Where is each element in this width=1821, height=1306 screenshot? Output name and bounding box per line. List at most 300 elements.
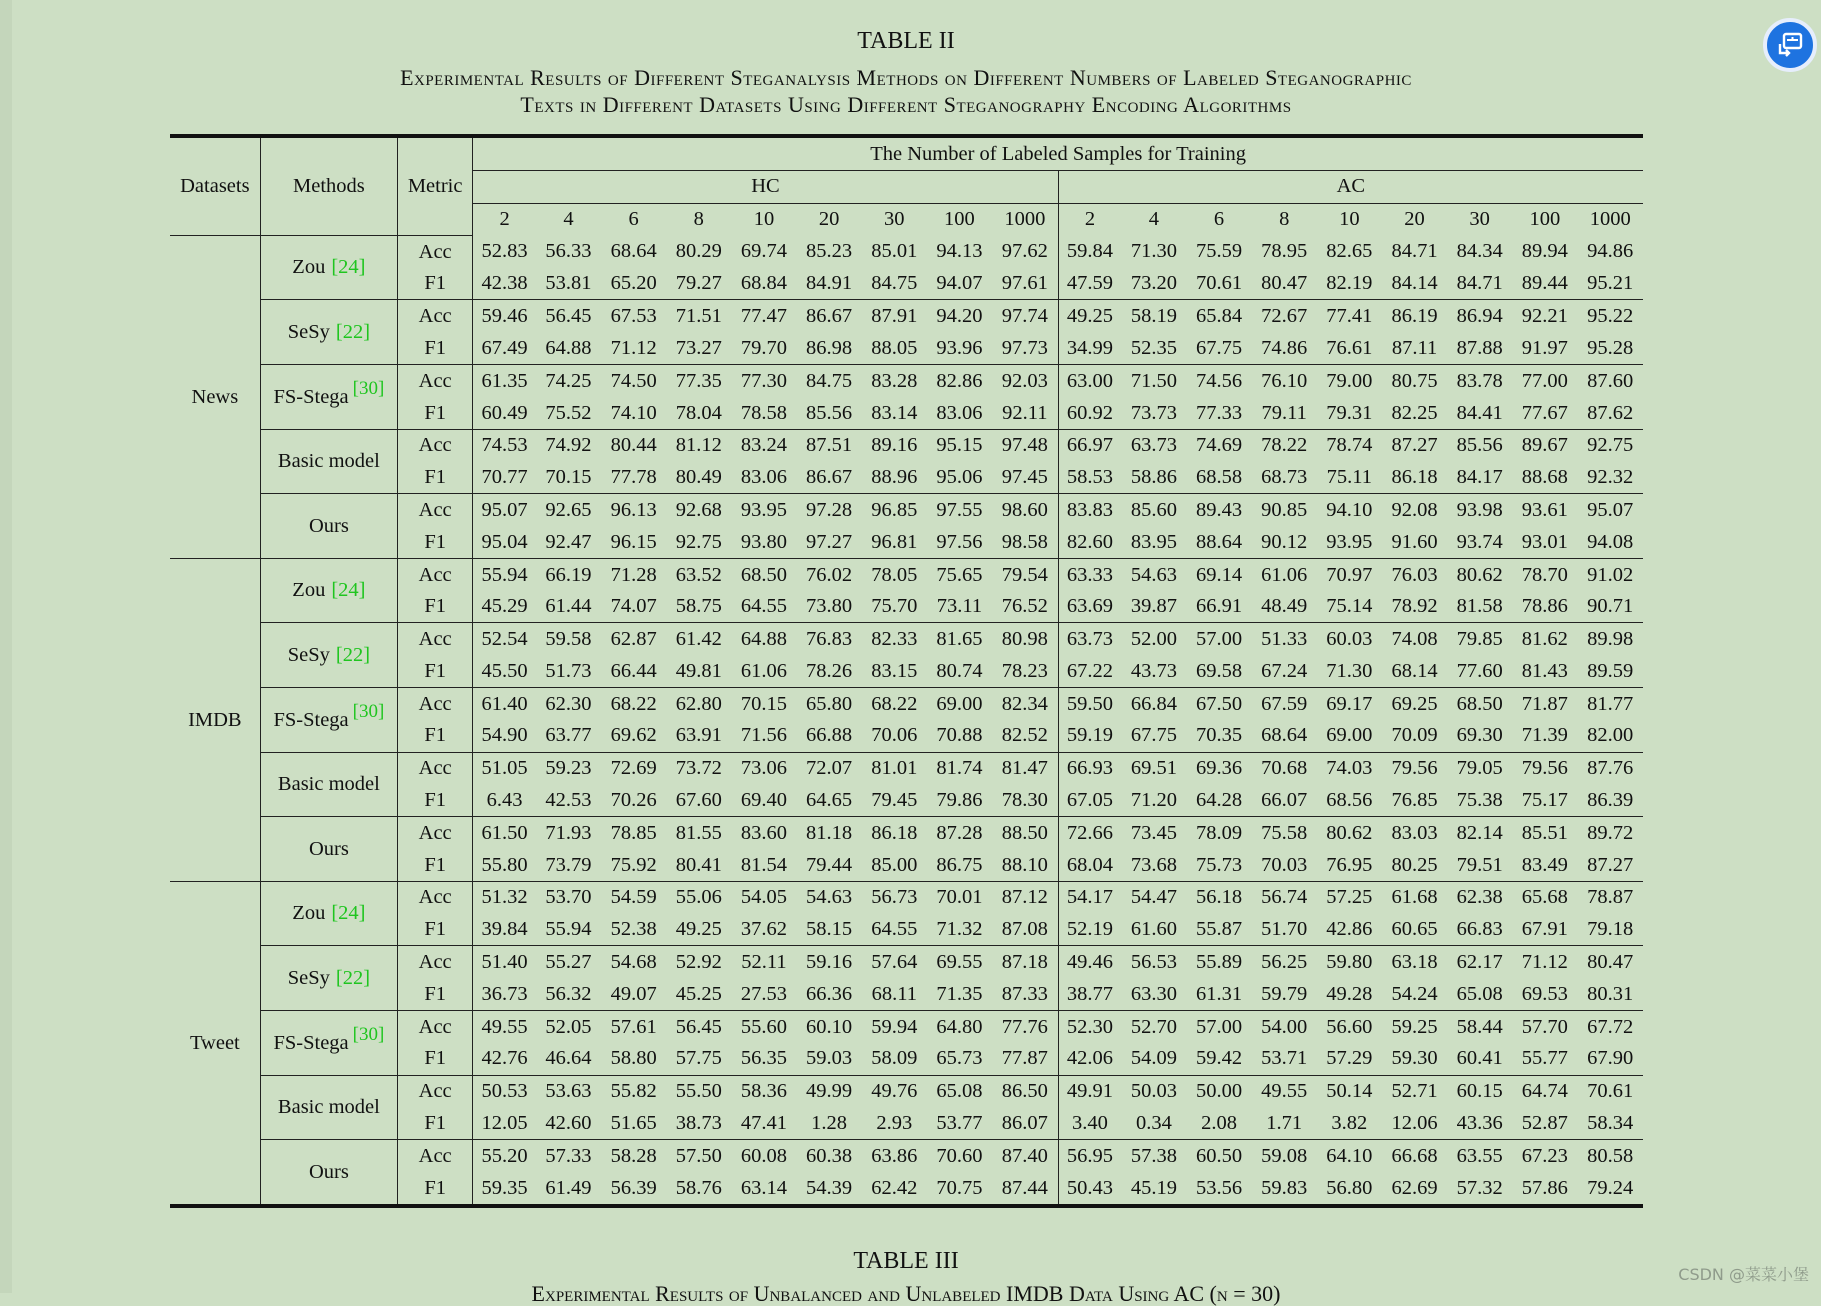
header-count-ac-2: 2 bbox=[1084, 208, 1096, 231]
value-cell: 71.39 bbox=[1512, 720, 1577, 752]
header-count-ac-6: 6 bbox=[1213, 208, 1225, 231]
results-table-wrapper bbox=[170, 134, 1643, 1208]
value-cell: 93.95 bbox=[740, 498, 788, 521]
value-cell: 67.90 bbox=[1577, 1043, 1643, 1075]
method-name: SeSy bbox=[287, 966, 330, 989]
value-cell: 78.87 bbox=[1587, 886, 1634, 909]
value-cell: 52.00 bbox=[1130, 628, 1177, 651]
value-cell: 77.00 bbox=[1521, 369, 1568, 392]
value-cell: 70.60 bbox=[936, 1144, 983, 1167]
value-cell: 94.07 bbox=[927, 268, 992, 300]
value-cell: 87.11 bbox=[1382, 332, 1447, 364]
value-cell: 94.10 bbox=[1326, 498, 1373, 521]
value-cell: 67.23 bbox=[1521, 1144, 1568, 1167]
value-cell: 60.92 bbox=[1058, 397, 1121, 429]
value-cell: 85.51 bbox=[1521, 821, 1568, 844]
page-margin bbox=[0, 0, 12, 1293]
table-title: TABLE II bbox=[857, 28, 955, 54]
value-cell: 70.75 bbox=[936, 1176, 983, 1199]
value-cell: 71.93 bbox=[545, 821, 592, 844]
value-cell: 97.45 bbox=[992, 461, 1058, 493]
value-cell: 86.94 bbox=[1456, 305, 1503, 328]
value-cell: 77.35 bbox=[675, 369, 722, 392]
metric-cell: F1 bbox=[398, 591, 473, 623]
value-cell: 73.06 bbox=[740, 757, 788, 780]
value-cell: 81.65 bbox=[936, 628, 983, 651]
value-cell: 2.93 bbox=[862, 1107, 927, 1139]
value-cell: 52.05 bbox=[545, 1015, 592, 1038]
value-cell: 74.03 bbox=[1326, 757, 1373, 780]
value-cell: 54.68 bbox=[610, 951, 657, 974]
table-row bbox=[170, 365, 1643, 397]
value-cell: 98.58 bbox=[992, 526, 1058, 558]
value-cell: 50.00 bbox=[1195, 1080, 1243, 1103]
value-cell: 62.17 bbox=[1456, 951, 1503, 974]
value-cell: 59.16 bbox=[806, 951, 853, 974]
value-cell: 92.68 bbox=[675, 498, 722, 521]
header-count-ac-30: 30 bbox=[1469, 208, 1490, 231]
value-cell: 85.60 bbox=[1130, 498, 1177, 521]
value-cell: 92.32 bbox=[1577, 461, 1643, 493]
value-cell: 92.65 bbox=[545, 498, 592, 521]
value-cell: 74.56 bbox=[1195, 369, 1243, 392]
value-cell: 56.80 bbox=[1326, 1176, 1373, 1199]
value-cell: 79.54 bbox=[992, 558, 1058, 590]
method-cell bbox=[260, 1011, 397, 1076]
value-cell: 56.18 bbox=[1195, 886, 1243, 909]
value-cell: 62.69 bbox=[1391, 1176, 1438, 1199]
value-cell: 56.53 bbox=[1130, 951, 1177, 974]
value-cell: 61.40 bbox=[481, 692, 528, 715]
method-name: FS-Stega bbox=[273, 1031, 349, 1054]
value-cell: 53.70 bbox=[545, 886, 592, 909]
value-cell: 36.73 bbox=[473, 978, 536, 1010]
value-cell: 53.81 bbox=[536, 268, 601, 300]
header-count-ac-100: 100 bbox=[1529, 208, 1561, 231]
value-cell: 74.08 bbox=[1391, 628, 1438, 651]
value-cell: 58.76 bbox=[675, 1176, 722, 1199]
value-cell: 88.64 bbox=[1186, 526, 1251, 558]
value-cell: 64.74 bbox=[1521, 1080, 1568, 1103]
value-cell: 80.47 bbox=[1252, 268, 1317, 300]
value-cell: 54.05 bbox=[740, 886, 788, 909]
value-cell: 92.47 bbox=[536, 526, 601, 558]
value-cell: 76.95 bbox=[1317, 849, 1382, 881]
value-cell: 90.71 bbox=[1577, 591, 1643, 623]
metric-cell: F1 bbox=[398, 784, 473, 816]
value-cell: 71.20 bbox=[1121, 784, 1186, 816]
value-cell: 65.08 bbox=[936, 1080, 983, 1103]
value-cell: 60.03 bbox=[1326, 628, 1373, 651]
value-cell: 55.06 bbox=[675, 886, 722, 909]
value-cell: 53.63 bbox=[545, 1080, 592, 1103]
value-cell: 57.32 bbox=[1456, 1176, 1503, 1199]
value-cell: 59.03 bbox=[797, 1043, 862, 1075]
value-cell: 54.00 bbox=[1261, 1015, 1308, 1038]
value-cell: 87.88 bbox=[1447, 332, 1512, 364]
value-cell: 54.24 bbox=[1382, 978, 1447, 1010]
value-cell: 79.24 bbox=[1587, 1176, 1634, 1199]
value-cell: 92.75 bbox=[666, 526, 731, 558]
value-cell: 69.40 bbox=[731, 784, 796, 816]
value-cell: 71.28 bbox=[610, 563, 657, 586]
header-count-ac-20: 20 bbox=[1404, 208, 1425, 231]
value-cell: 72.69 bbox=[610, 757, 657, 780]
metric-cell: Acc bbox=[398, 752, 473, 784]
method-cell bbox=[260, 946, 397, 1011]
value-cell: 80.25 bbox=[1382, 849, 1447, 881]
value-cell: 59.50 bbox=[1066, 692, 1114, 715]
value-cell: 47.59 bbox=[1058, 268, 1121, 300]
value-cell: 70.09 bbox=[1382, 720, 1447, 752]
value-cell: 86.18 bbox=[1382, 461, 1447, 493]
value-cell: 91.02 bbox=[1587, 563, 1634, 586]
value-cell: 93.74 bbox=[1447, 526, 1512, 558]
value-cell: 95.07 bbox=[1587, 498, 1634, 521]
method-name: Basic model bbox=[277, 450, 380, 473]
value-cell: 87.60 bbox=[1587, 369, 1634, 392]
value-cell: 49.91 bbox=[1066, 1080, 1114, 1103]
value-cell: 53.77 bbox=[927, 1107, 992, 1139]
value-cell: 56.45 bbox=[545, 305, 592, 328]
metric-cell: Acc bbox=[398, 558, 473, 590]
value-cell: 77.60 bbox=[1447, 655, 1512, 687]
value-cell: 94.13 bbox=[936, 240, 983, 263]
value-cell: 55.77 bbox=[1512, 1043, 1577, 1075]
metric-cell: Acc bbox=[398, 494, 473, 526]
value-cell: 74.92 bbox=[545, 434, 592, 457]
header-count-hc-30: 30 bbox=[884, 208, 905, 231]
value-cell: 52.11 bbox=[741, 951, 787, 974]
value-cell: 89.43 bbox=[1195, 498, 1243, 521]
value-cell: 83.24 bbox=[740, 434, 788, 457]
value-cell: 82.19 bbox=[1317, 268, 1382, 300]
value-cell: 80.74 bbox=[927, 655, 992, 687]
next-table-title: TABLE III bbox=[853, 1248, 959, 1274]
value-cell: 81.43 bbox=[1512, 655, 1577, 687]
value-cell: 82.14 bbox=[1456, 821, 1503, 844]
table-row bbox=[170, 623, 1643, 655]
value-cell: 85.23 bbox=[806, 240, 853, 263]
value-cell: 94.20 bbox=[936, 305, 983, 328]
value-cell: 69.36 bbox=[1195, 757, 1243, 780]
value-cell: 57.00 bbox=[1195, 1015, 1243, 1038]
value-cell: 64.55 bbox=[862, 914, 927, 946]
value-cell: 78.23 bbox=[992, 655, 1058, 687]
value-cell: 58.75 bbox=[666, 591, 731, 623]
value-cell: 65.68 bbox=[1521, 886, 1568, 909]
value-cell: 64.65 bbox=[797, 784, 862, 816]
value-cell: 67.59 bbox=[1261, 692, 1308, 715]
value-cell: 86.67 bbox=[806, 305, 853, 328]
value-cell: 86.39 bbox=[1577, 784, 1643, 816]
value-cell: 69.30 bbox=[1447, 720, 1512, 752]
metric-cell: Acc bbox=[398, 429, 473, 461]
value-cell: 69.62 bbox=[601, 720, 666, 752]
value-cell: 58.86 bbox=[1121, 461, 1186, 493]
value-cell: 6.43 bbox=[473, 784, 536, 816]
value-cell: 54.63 bbox=[806, 886, 853, 909]
value-cell: 51.40 bbox=[481, 951, 528, 974]
value-cell: 59.80 bbox=[1326, 951, 1373, 974]
value-cell: 61.50 bbox=[481, 821, 528, 844]
method-name: FS-Stega bbox=[273, 708, 349, 731]
value-cell: 39.84 bbox=[473, 914, 536, 946]
value-cell: 89.59 bbox=[1577, 655, 1643, 687]
header-count-ac-1000: 1000 bbox=[1589, 208, 1631, 231]
header-datasets: Datasets bbox=[170, 136, 260, 235]
header-count-ac-10: 10 bbox=[1339, 208, 1360, 231]
value-cell: 89.16 bbox=[871, 434, 918, 457]
value-cell: 49.46 bbox=[1066, 951, 1114, 974]
translate-icon bbox=[1776, 31, 1804, 59]
value-cell: 61.35 bbox=[481, 369, 528, 392]
value-cell: 81.55 bbox=[675, 821, 722, 844]
value-cell: 80.41 bbox=[666, 849, 731, 881]
value-cell: 70.97 bbox=[1326, 563, 1373, 586]
value-cell: 86.67 bbox=[797, 461, 862, 493]
value-cell: 61.49 bbox=[545, 1176, 592, 1199]
citation-ref: [30] bbox=[352, 700, 385, 722]
value-cell: 78.30 bbox=[992, 784, 1058, 816]
value-cell: 82.34 bbox=[992, 688, 1058, 720]
metric-cell: Acc bbox=[398, 881, 473, 913]
value-cell: 56.39 bbox=[610, 1176, 657, 1199]
value-cell: 1.28 bbox=[797, 1107, 862, 1139]
value-cell: 75.58 bbox=[1261, 821, 1308, 844]
value-cell: 58.44 bbox=[1456, 1015, 1503, 1038]
value-cell: 75.38 bbox=[1447, 784, 1512, 816]
value-cell: 89.67 bbox=[1521, 434, 1568, 457]
value-cell: 56.35 bbox=[731, 1043, 796, 1075]
method-name: Zou bbox=[292, 579, 326, 602]
value-cell: 49.76 bbox=[871, 1080, 918, 1103]
value-cell: 38.77 bbox=[1058, 978, 1121, 1010]
value-cell: 97.55 bbox=[936, 498, 983, 521]
value-cell: 42.06 bbox=[1058, 1043, 1121, 1075]
table-row bbox=[170, 752, 1643, 784]
value-cell: 37.62 bbox=[731, 914, 796, 946]
results-table bbox=[170, 134, 1643, 1208]
value-cell: 92.03 bbox=[992, 365, 1058, 397]
value-cell: 57.64 bbox=[871, 951, 918, 974]
value-cell: 97.27 bbox=[797, 526, 862, 558]
value-cell: 58.19 bbox=[1130, 305, 1177, 328]
value-cell: 77.33 bbox=[1186, 397, 1251, 429]
value-cell: 82.25 bbox=[1382, 397, 1447, 429]
value-cell: 54.47 bbox=[1130, 886, 1177, 909]
translate-button[interactable] bbox=[1763, 18, 1817, 72]
value-cell: 82.60 bbox=[1058, 526, 1121, 558]
method-cell bbox=[260, 623, 397, 688]
value-cell: 54.17 bbox=[1066, 886, 1114, 909]
value-cell: 66.97 bbox=[1066, 434, 1114, 457]
method-name: SeSy bbox=[287, 321, 330, 344]
header-hc: HC bbox=[473, 170, 1058, 203]
value-cell: 79.45 bbox=[862, 784, 927, 816]
table-row bbox=[170, 558, 1643, 590]
value-cell: 51.73 bbox=[536, 655, 601, 687]
value-cell: 85.56 bbox=[797, 397, 862, 429]
dataset-cell: IMDB bbox=[170, 558, 260, 881]
value-cell: 45.50 bbox=[473, 655, 536, 687]
value-cell: 58.53 bbox=[1058, 461, 1121, 493]
citation-ref: [24] bbox=[331, 579, 366, 602]
value-cell: 70.03 bbox=[1252, 849, 1317, 881]
value-cell: 87.51 bbox=[806, 434, 853, 457]
value-cell: 53.71 bbox=[1252, 1043, 1317, 1075]
method-name: Ours bbox=[308, 514, 349, 537]
value-cell: 61.06 bbox=[1261, 563, 1308, 586]
value-cell: 86.98 bbox=[797, 332, 862, 364]
value-cell: 51.32 bbox=[481, 886, 528, 909]
value-cell: 62.38 bbox=[1456, 886, 1503, 909]
value-cell: 71.35 bbox=[927, 978, 992, 1010]
value-cell: 64.88 bbox=[536, 332, 601, 364]
value-cell: 63.18 bbox=[1391, 951, 1438, 974]
header-count-hc-10: 10 bbox=[753, 208, 775, 231]
header-metric: Metric bbox=[398, 136, 473, 235]
value-cell: 50.43 bbox=[1066, 1176, 1114, 1199]
value-cell: 81.01 bbox=[871, 757, 918, 780]
value-cell: 88.05 bbox=[862, 332, 927, 364]
value-cell: 95.21 bbox=[1577, 268, 1643, 300]
value-cell: 79.70 bbox=[731, 332, 796, 364]
metric-cell: Acc bbox=[398, 623, 473, 655]
header-count-hc-100: 100 bbox=[944, 208, 975, 231]
value-cell: 52.30 bbox=[1066, 1015, 1114, 1038]
citation-ref: [24] bbox=[331, 902, 366, 925]
value-cell: 73.72 bbox=[675, 757, 722, 780]
value-cell: 84.14 bbox=[1382, 268, 1447, 300]
metric-cell: F1 bbox=[398, 1107, 473, 1139]
value-cell: 76.83 bbox=[806, 628, 853, 651]
value-cell: 69.51 bbox=[1130, 757, 1177, 780]
value-cell: 85.00 bbox=[862, 849, 927, 881]
value-cell: 80.98 bbox=[992, 623, 1058, 655]
method-cell bbox=[260, 817, 397, 882]
table-row bbox=[170, 1011, 1643, 1043]
value-cell: 54.39 bbox=[806, 1176, 853, 1199]
value-cell: 59.58 bbox=[545, 628, 592, 651]
value-cell: 62.80 bbox=[675, 692, 722, 715]
value-cell: 71.30 bbox=[1317, 655, 1382, 687]
value-cell: 63.73 bbox=[1130, 434, 1177, 457]
value-cell: 75.14 bbox=[1317, 591, 1382, 623]
value-cell: 76.03 bbox=[1391, 563, 1438, 586]
value-cell: 60.38 bbox=[806, 1144, 853, 1167]
value-cell: 57.75 bbox=[666, 1043, 731, 1075]
value-cell: 55.82 bbox=[610, 1080, 657, 1103]
value-cell: 69.74 bbox=[740, 240, 788, 263]
header-ac: AC bbox=[1058, 170, 1643, 203]
value-cell: 74.86 bbox=[1252, 332, 1317, 364]
method-name: Ours bbox=[308, 1160, 349, 1183]
value-cell: 55.27 bbox=[545, 951, 592, 974]
value-cell: 95.06 bbox=[927, 461, 992, 493]
value-cell: 78.58 bbox=[731, 397, 796, 429]
value-cell: 68.22 bbox=[871, 692, 918, 715]
value-cell: 68.04 bbox=[1058, 849, 1121, 881]
table-row bbox=[170, 494, 1643, 526]
value-cell: 63.00 bbox=[1066, 369, 1114, 392]
method-cell bbox=[260, 881, 397, 946]
value-cell: 74.53 bbox=[481, 434, 528, 457]
value-cell: 52.83 bbox=[481, 240, 528, 263]
value-cell: 70.15 bbox=[740, 692, 788, 715]
value-cell: 60.08 bbox=[740, 1144, 788, 1167]
value-cell: 42.60 bbox=[536, 1107, 601, 1139]
value-cell: 71.12 bbox=[1521, 951, 1568, 974]
value-cell: 47.41 bbox=[731, 1107, 796, 1139]
value-cell: 56.33 bbox=[545, 240, 592, 263]
value-cell: 96.81 bbox=[862, 526, 927, 558]
value-cell: 88.96 bbox=[862, 461, 927, 493]
method-cell bbox=[260, 300, 397, 365]
value-cell: 96.13 bbox=[610, 498, 657, 521]
value-cell: 83.60 bbox=[740, 821, 788, 844]
value-cell: 49.55 bbox=[1261, 1080, 1308, 1103]
value-cell: 70.61 bbox=[1587, 1080, 1634, 1103]
value-cell: 83.15 bbox=[862, 655, 927, 687]
value-cell: 79.51 bbox=[1447, 849, 1512, 881]
value-cell: 95.15 bbox=[936, 434, 983, 457]
value-cell: 97.48 bbox=[992, 429, 1058, 461]
value-cell: 53.56 bbox=[1195, 1176, 1243, 1199]
metric-cell: Acc bbox=[398, 1140, 473, 1172]
metric-cell: F1 bbox=[398, 461, 473, 493]
value-cell: 59.25 bbox=[1391, 1015, 1438, 1038]
value-cell: 78.92 bbox=[1382, 591, 1447, 623]
method-cell bbox=[260, 688, 397, 753]
value-cell: 93.01 bbox=[1512, 526, 1577, 558]
value-cell: 87.33 bbox=[992, 978, 1058, 1010]
value-cell: 75.65 bbox=[936, 563, 983, 586]
value-cell: 67.91 bbox=[1512, 914, 1577, 946]
value-cell: 76.85 bbox=[1382, 784, 1447, 816]
value-cell: 66.36 bbox=[797, 978, 862, 1010]
value-cell: 77.30 bbox=[740, 369, 788, 392]
value-cell: 63.69 bbox=[1058, 591, 1121, 623]
value-cell: 76.61 bbox=[1317, 332, 1382, 364]
value-cell: 52.35 bbox=[1121, 332, 1186, 364]
value-cell: 63.86 bbox=[871, 1144, 918, 1167]
value-cell: 57.29 bbox=[1317, 1043, 1382, 1075]
value-cell: 66.44 bbox=[601, 655, 666, 687]
metric-cell: Acc bbox=[398, 365, 473, 397]
value-cell: 94.08 bbox=[1577, 526, 1643, 558]
value-cell: 77.78 bbox=[601, 461, 666, 493]
value-cell: 72.07 bbox=[806, 757, 853, 780]
value-cell: 60.49 bbox=[473, 397, 536, 429]
value-cell: 69.25 bbox=[1391, 692, 1438, 715]
metric-cell: F1 bbox=[398, 397, 473, 429]
value-cell: 82.65 bbox=[1326, 240, 1373, 263]
value-cell: 79.18 bbox=[1577, 914, 1643, 946]
value-cell: 79.86 bbox=[927, 784, 992, 816]
metric-cell: Acc bbox=[398, 1075, 473, 1107]
value-cell: 83.06 bbox=[927, 397, 992, 429]
value-cell: 83.78 bbox=[1456, 369, 1503, 392]
metric-cell: F1 bbox=[398, 655, 473, 687]
value-cell: 78.70 bbox=[1521, 563, 1568, 586]
method-name: Ours bbox=[308, 837, 349, 860]
value-cell: 73.45 bbox=[1130, 821, 1177, 844]
value-cell: 57.86 bbox=[1521, 1176, 1568, 1199]
value-cell: 64.28 bbox=[1186, 784, 1251, 816]
value-cell: 59.84 bbox=[1066, 240, 1114, 263]
value-cell: 58.34 bbox=[1577, 1107, 1643, 1139]
